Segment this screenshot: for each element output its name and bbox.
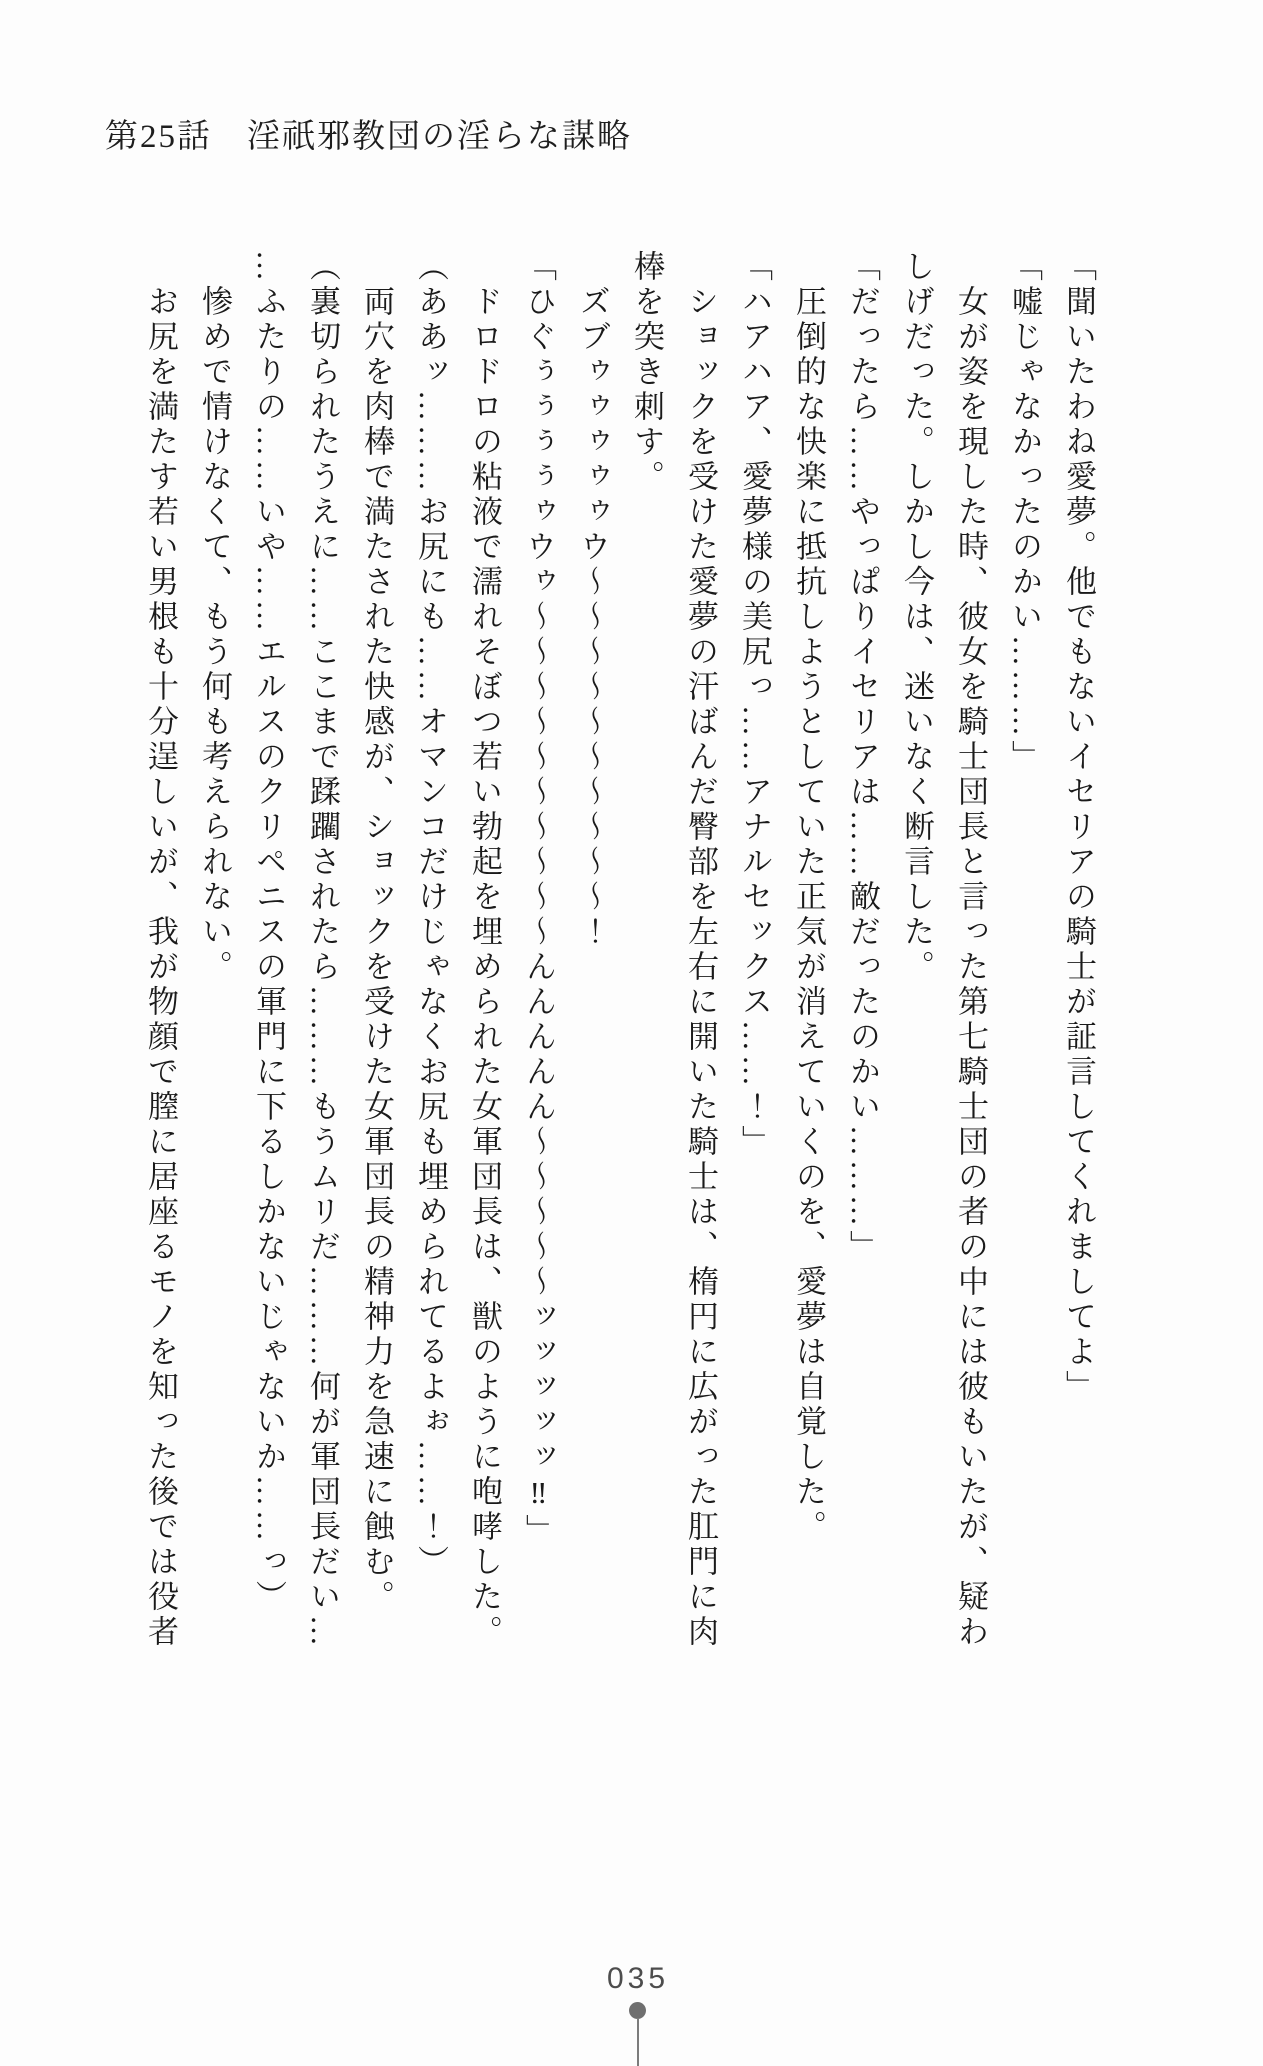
chapter-heading: 第25話 淫祇邪教団の淫らな謀略 [105,119,632,155]
text-line: （ああッ………お尻にも……オマンコだけじゃなくお尻も埋められてるよぉ……！） [413,250,448,1580]
text-line: 「嘘じゃなかったのかい………」 [1007,250,1042,775]
body-text [133,250,1105,1650]
text-line: ズブゥゥゥゥゥウ〜〜〜〜〜〜〜〜〜〜！ [575,250,610,950]
text-line: 女が姿を現した時、彼女を騎士団長と言った第七騎士団の者の中には彼もいたが、疑わ [953,250,988,1650]
text-line: 圧倒的な快楽に抵抗しようとしていた正気が消えていくのを、愛夢は自覚した。 [791,250,826,1545]
text-line: ドロドロの粘液で濡れそぼつ若い勃起を埋められた女軍団長は、獣のように咆哮した。 [467,250,502,1650]
text-line: 「聞いたわね愛夢。他でもないイセリアの騎士が証言してくれましてよ」 [1061,250,1096,1405]
text-line: 「ハアハア、愛夢様の美尻っ……アナルセックス……！」 [737,250,772,1160]
text-line: …ふたりの……いや……エルスのクリペニスの軍門に下るしかないじゃないか……っ） [251,250,286,1615]
footer-ornament-circle-icon [629,2002,646,2019]
page-number: 035 [606,1962,670,1995]
text-line: 惨めで情けなくて、もう何も考えられない。 [197,250,232,985]
text-line: 「ひぐぅぅぅぅゥウゥ〜〜〜〜〜〜〜〜〜〜んんんんん〜〜〜〜〜ッッッッッ‼」 [521,250,556,1549]
text-line: 「だったら……やっぱりイセリアは……敵だったのかい………」 [845,250,880,1265]
text-line: 両穴を肉棒で満たされた快感が、ショックを受けた女軍団長の精神力を急速に蝕む。 [359,250,394,1615]
text-line: （裏切られたうえに……ここまで蹂躙されたら………もうムリだ………何が軍団長だい… [305,250,340,1650]
text-line: しげだった。しかし今は、迷いなく断言した。 [899,250,934,985]
footer-ornament-line [637,2018,639,2066]
text-line: お尻を満たす若い男根も十分逞しいが、我が物顔で膣に居座るモノを知った後では役者 [143,250,178,1650]
text-line: ショックを受けた愛夢の汗ばんだ臀部を左右に開いた騎士は、楕円に広がった肛門に肉 [683,250,718,1650]
text-line: 棒を突き刺す。 [629,250,664,495]
